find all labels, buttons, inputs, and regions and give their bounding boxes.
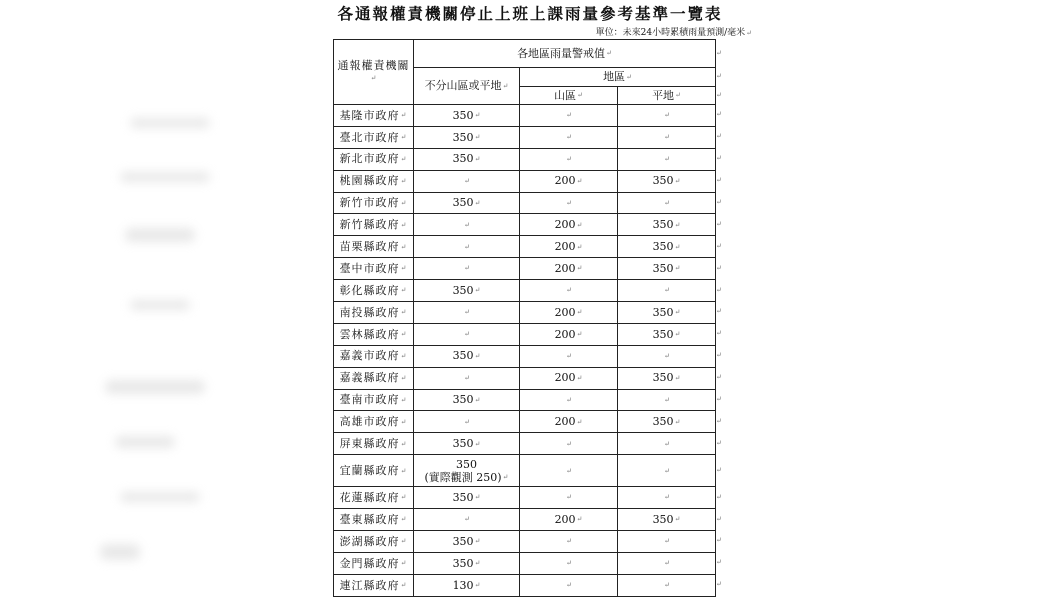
table-row	[334, 280, 716, 302]
row-end-mark: ↵	[716, 438, 722, 447]
table-row	[334, 236, 716, 258]
agency-cell: 高雄市政府↵	[334, 411, 414, 433]
mountain-value: 200↵	[520, 367, 618, 389]
mountain-value: 200↵	[520, 302, 618, 324]
mountain-value: ↵	[520, 487, 618, 509]
mountain-value: 200↵	[520, 236, 618, 258]
row-end-mark: ↵	[716, 72, 722, 80]
mountain-value: 200↵	[520, 411, 618, 433]
row-end-mark: ↵	[716, 176, 722, 185]
mountain-value: 200↵	[520, 323, 618, 345]
all-terrain-value: 350↵	[414, 280, 520, 302]
mountain-value: 200↵	[520, 214, 618, 236]
mountain-value: ↵	[520, 455, 618, 487]
row-end-mark: ↵	[716, 48, 722, 57]
all-terrain-value: ↵	[414, 323, 520, 345]
all-terrain-value: ↵	[414, 509, 520, 531]
all-terrain-value: ↵	[414, 214, 520, 236]
plain-value: ↵	[618, 345, 716, 367]
row-end-mark: ↵	[716, 241, 722, 250]
plain-value: 350↵	[618, 411, 716, 433]
row-end-mark: ↵	[716, 132, 722, 141]
agency-cell: 臺中市政府↵	[334, 258, 414, 280]
agency-cell: 嘉義縣政府↵	[334, 367, 414, 389]
document-title: 各通報權責機關停止上班上課雨量參考基準一覽表	[337, 4, 723, 23]
plain-value: ↵	[618, 192, 716, 214]
mountain-value: ↵	[520, 345, 618, 367]
mountain-value: ↵	[520, 574, 618, 596]
agency-cell: 苗栗縣政府↵	[334, 236, 414, 258]
row-end-mark: ↵	[716, 219, 722, 228]
header-group: 各地區雨量警戒值↵	[414, 40, 716, 68]
table-row	[334, 192, 716, 214]
mountain-value: ↵	[520, 280, 618, 302]
agency-cell: 嘉義市政府↵	[334, 345, 414, 367]
plain-value: ↵	[618, 552, 716, 574]
header-all-terrain: 不分山區或平地↵	[414, 68, 520, 105]
mountain-value: ↵	[520, 552, 618, 574]
table-row	[334, 487, 716, 509]
row-end-mark: ↵	[716, 514, 722, 523]
all-terrain-value: 350↵	[414, 487, 520, 509]
plain-value: ↵	[618, 280, 716, 302]
agency-cell: 臺南市政府↵	[334, 389, 414, 411]
table-row	[334, 345, 716, 367]
row-end-mark: ↵	[716, 395, 722, 404]
all-terrain-value: 350↵	[414, 126, 520, 148]
agency-cell: 雲林縣政府↵	[334, 323, 414, 345]
agency-cell: 南投縣政府↵	[334, 302, 414, 324]
all-terrain-value: ↵	[414, 302, 520, 324]
plain-value: ↵	[618, 455, 716, 487]
plain-value: ↵	[618, 126, 716, 148]
table-row	[334, 531, 716, 553]
mountain-value: ↵	[520, 433, 618, 455]
unit-note: 單位：未來24小時累積雨量預測/毫米↵	[595, 28, 752, 38]
all-terrain-value: 130↵	[414, 574, 520, 596]
table-row	[334, 105, 716, 127]
all-terrain-value: ↵	[414, 258, 520, 280]
plain-value: ↵	[618, 105, 716, 127]
header-plain: 平地↵	[618, 87, 716, 105]
agency-cell: 金門縣政府↵	[334, 552, 414, 574]
header-agency: 通報權責機關↵	[334, 40, 414, 105]
mountain-value: ↵	[520, 126, 618, 148]
mountain-value: ↵	[520, 105, 618, 127]
plain-value: 350↵	[618, 170, 716, 192]
all-terrain-value: 350↵	[414, 552, 520, 574]
agency-cell: 新北市政府↵	[334, 148, 414, 170]
all-terrain-value: 350↵	[414, 389, 520, 411]
plain-value: 350↵	[618, 214, 716, 236]
table-row	[334, 389, 716, 411]
all-terrain-value: ↵	[414, 236, 520, 258]
row-end-mark: ↵	[716, 263, 722, 272]
row-end-mark: ↵	[716, 465, 722, 474]
plain-value: ↵	[618, 389, 716, 411]
table-row	[334, 433, 716, 455]
all-terrain-value: 350↵	[414, 148, 520, 170]
all-terrain-value: 350↵	[414, 192, 520, 214]
all-terrain-value: ↵	[414, 170, 520, 192]
row-end-mark: ↵	[716, 580, 722, 589]
all-terrain-value: 350 (實際觀測 250)↵	[414, 455, 520, 487]
header-mountain: 山區↵	[520, 87, 618, 105]
header-region: 地區↵	[520, 68, 716, 87]
agency-cell: 花蓮縣政府↵	[334, 487, 414, 509]
row-end-mark: ↵	[716, 416, 722, 425]
agency-cell: 臺東縣政府↵	[334, 509, 414, 531]
mountain-value: ↵	[520, 389, 618, 411]
agency-cell: 宜蘭縣政府↵	[334, 455, 414, 487]
agency-cell: 基隆市政府↵	[334, 105, 414, 127]
agency-cell: 澎湖縣政府↵	[334, 531, 414, 553]
plain-value: ↵	[618, 433, 716, 455]
plain-value: ↵	[618, 487, 716, 509]
all-terrain-value: 350↵	[414, 433, 520, 455]
all-terrain-value: 350↵	[414, 105, 520, 127]
mountain-value: 200↵	[520, 509, 618, 531]
table-row	[334, 302, 716, 324]
plain-value: ↵	[618, 531, 716, 553]
table-row	[334, 126, 716, 148]
all-terrain-value: 350↵	[414, 345, 520, 367]
agency-cell: 連江縣政府↵	[334, 574, 414, 596]
plain-value: ↵	[618, 148, 716, 170]
row-end-mark: ↵	[716, 536, 722, 545]
all-terrain-value: ↵	[414, 411, 520, 433]
table-row	[334, 323, 716, 345]
all-terrain-value: ↵	[414, 367, 520, 389]
blurred-background-left	[90, 0, 290, 596]
table-row	[334, 574, 716, 596]
table-row	[334, 258, 716, 280]
table-row	[334, 148, 716, 170]
agency-cell: 新竹縣政府↵	[334, 214, 414, 236]
row-end-mark: ↵	[716, 558, 722, 567]
table-row	[334, 552, 716, 574]
mountain-value: 200↵	[520, 258, 618, 280]
plain-value: 350↵	[618, 258, 716, 280]
row-end-mark: ↵	[716, 285, 722, 294]
plain-value: 350↵	[618, 323, 716, 345]
mountain-value: ↵	[520, 192, 618, 214]
rainfall-threshold-table	[333, 39, 716, 597]
row-end-mark: ↵	[716, 373, 722, 382]
agency-cell: 新竹市政府↵	[334, 192, 414, 214]
table-row	[334, 367, 716, 389]
table-row	[334, 509, 716, 531]
row-end-mark: ↵	[716, 154, 722, 163]
all-terrain-value: 350↵	[414, 531, 520, 553]
table-row	[334, 411, 716, 433]
row-end-mark: ↵	[716, 492, 722, 501]
plain-value: 350↵	[618, 302, 716, 324]
row-end-mark: ↵	[716, 90, 722, 99]
plain-value: ↵	[618, 574, 716, 596]
table-row	[334, 170, 716, 192]
mountain-value: 200↵	[520, 170, 618, 192]
row-end-mark: ↵	[716, 110, 722, 119]
table-row	[334, 455, 716, 487]
agency-cell: 屏東縣政府↵	[334, 433, 414, 455]
row-end-mark: ↵	[716, 329, 722, 338]
mountain-value: ↵	[520, 531, 618, 553]
row-end-mark: ↵	[716, 351, 722, 360]
mountain-value: ↵	[520, 148, 618, 170]
plain-value: 350↵	[618, 367, 716, 389]
agency-cell: 桃園縣政府↵	[334, 170, 414, 192]
agency-cell: 臺北市政府↵	[334, 126, 414, 148]
agency-cell: 彰化縣政府↵	[334, 280, 414, 302]
table-row	[334, 214, 716, 236]
plain-value: 350↵	[618, 236, 716, 258]
row-end-mark: ↵	[716, 307, 722, 316]
row-end-mark: ↵	[716, 198, 722, 206]
plain-value: 350↵	[618, 509, 716, 531]
